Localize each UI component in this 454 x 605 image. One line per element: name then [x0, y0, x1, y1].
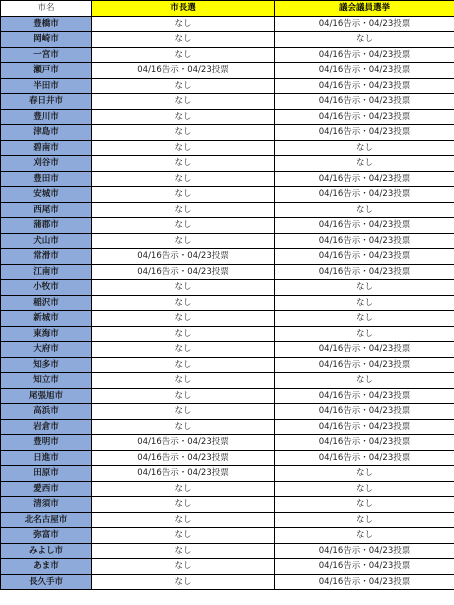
mayor-election-cell: 04/16告示・04/23投票 [92, 450, 275, 466]
council-election-cell: なし [275, 512, 454, 528]
mayor-election-cell: なし [92, 187, 275, 203]
city-name-cell: 愛西市 [1, 481, 92, 497]
mayor-election-cell: なし [92, 109, 275, 125]
header-mayor-election: 市長選 [92, 1, 275, 17]
table-row [1, 264, 454, 280]
city-name-cell: 安城市 [1, 187, 92, 203]
mayor-election-cell: なし [92, 559, 275, 575]
table-row [1, 481, 454, 497]
council-election-cell: 04/16告示・04/23投票 [275, 419, 454, 435]
table-row [1, 435, 454, 451]
table-row [1, 16, 454, 32]
city-name-cell: 江南市 [1, 264, 92, 280]
council-election-cell: なし [275, 466, 454, 482]
city-name-cell: 知多市 [1, 357, 92, 373]
council-election-cell: なし [275, 280, 454, 296]
table-row [1, 32, 454, 48]
city-name-cell: 東海市 [1, 326, 92, 342]
city-name-cell: 高浜市 [1, 404, 92, 420]
city-name-cell: 西尾市 [1, 202, 92, 218]
city-name-cell: 碧南市 [1, 140, 92, 156]
table-row [1, 543, 454, 559]
council-election-cell: なし [275, 497, 454, 513]
council-election-cell: なし [275, 32, 454, 48]
table-row [1, 512, 454, 528]
table-row [1, 326, 454, 342]
table-row [1, 528, 454, 544]
mayor-election-cell: 04/16告示・04/23投票 [92, 435, 275, 451]
council-election-cell: 04/16告示・04/23投票 [275, 109, 454, 125]
council-election-cell: 04/16告示・04/23投票 [275, 543, 454, 559]
council-election-cell: 04/16告示・04/23投票 [275, 357, 454, 373]
mayor-election-cell: 04/16告示・04/23投票 [92, 264, 275, 280]
council-election-cell: 04/16告示・04/23投票 [275, 233, 454, 249]
mayor-election-cell: なし [92, 94, 275, 110]
mayor-election-cell: なし [92, 512, 275, 528]
city-name-cell: 弥富市 [1, 528, 92, 544]
mayor-election-cell: なし [92, 311, 275, 327]
table-row [1, 357, 454, 373]
table-row [1, 156, 454, 172]
header-city: 市名 [1, 1, 92, 17]
council-election-cell: 04/16告示・04/23投票 [275, 388, 454, 404]
city-name-cell: 岩倉市 [1, 419, 92, 435]
table-row [1, 109, 454, 125]
council-election-cell: なし [275, 295, 454, 311]
council-election-cell: 04/16告示・04/23投票 [275, 171, 454, 187]
council-election-cell: 04/16告示・04/23投票 [275, 63, 454, 79]
table-row [1, 187, 454, 203]
table-row [1, 497, 454, 513]
council-election-cell: なし [275, 202, 454, 218]
mayor-election-cell: なし [92, 497, 275, 513]
table-row [1, 94, 454, 110]
mayor-election-cell: なし [92, 295, 275, 311]
table-row [1, 388, 454, 404]
table-row [1, 419, 454, 435]
mayor-election-cell: なし [92, 47, 275, 63]
city-name-cell: 犬山市 [1, 233, 92, 249]
city-name-cell: 常滑市 [1, 249, 92, 265]
mayor-election-cell: なし [92, 125, 275, 141]
header-row [1, 1, 454, 17]
council-election-cell: 04/16告示・04/23投票 [275, 47, 454, 63]
city-name-cell: 田原市 [1, 466, 92, 482]
council-election-cell: 04/16告示・04/23投票 [275, 94, 454, 110]
table-row [1, 559, 454, 575]
mayor-election-cell: なし [92, 404, 275, 420]
table-row [1, 233, 454, 249]
mayor-election-cell: なし [92, 481, 275, 497]
city-name-cell: 豊明市 [1, 435, 92, 451]
table-row [1, 249, 454, 265]
city-name-cell: 稲沢市 [1, 295, 92, 311]
council-election-cell: 04/16告示・04/23投票 [275, 218, 454, 234]
table-row [1, 218, 454, 234]
table-row [1, 373, 454, 389]
city-name-cell: 岡崎市 [1, 32, 92, 48]
city-name-cell: 豊川市 [1, 109, 92, 125]
council-election-cell: 04/16告示・04/23投票 [275, 16, 454, 32]
mayor-election-cell: なし [92, 528, 275, 544]
council-election-cell: 04/16告示・04/23投票 [275, 187, 454, 203]
table-body [1, 16, 454, 590]
mayor-election-cell: なし [92, 233, 275, 249]
city-name-cell: 刈谷市 [1, 156, 92, 172]
mayor-election-cell: なし [92, 156, 275, 172]
mayor-election-cell: なし [92, 280, 275, 296]
mayor-election-cell: なし [92, 140, 275, 156]
city-name-cell: 日進市 [1, 450, 92, 466]
council-election-cell: 04/16告示・04/23投票 [275, 342, 454, 358]
council-election-cell: なし [275, 373, 454, 389]
city-name-cell: 春日井市 [1, 94, 92, 110]
city-name-cell: 新城市 [1, 311, 92, 327]
header-council-election: 議会議員選挙 [275, 1, 454, 17]
city-name-cell: 蒲郡市 [1, 218, 92, 234]
mayor-election-cell: なし [92, 171, 275, 187]
city-name-cell: 津島市 [1, 125, 92, 141]
mayor-election-cell: なし [92, 373, 275, 389]
city-name-cell: 半田市 [1, 78, 92, 94]
council-election-cell: 04/16告示・04/23投票 [275, 559, 454, 575]
mayor-election-cell: なし [92, 326, 275, 342]
city-name-cell: みよし市 [1, 543, 92, 559]
city-name-cell: 豊橋市 [1, 16, 92, 32]
city-name-cell: 瀬戸市 [1, 63, 92, 79]
city-name-cell: あま市 [1, 559, 92, 575]
mayor-election-cell: なし [92, 574, 275, 590]
table-row [1, 171, 454, 187]
council-election-cell: 04/16告示・04/23投票 [275, 78, 454, 94]
table-row [1, 311, 454, 327]
mayor-election-cell: 04/16告示・04/23投票 [92, 63, 275, 79]
table-row [1, 202, 454, 218]
council-election-cell: なし [275, 140, 454, 156]
city-name-cell: 一宮市 [1, 47, 92, 63]
city-name-cell: 清須市 [1, 497, 92, 513]
council-election-cell: なし [275, 326, 454, 342]
city-name-cell: 北名古屋市 [1, 512, 92, 528]
table-row [1, 342, 454, 358]
council-election-cell: なし [275, 528, 454, 544]
city-name-cell: 長久手市 [1, 574, 92, 590]
council-election-cell: 04/16告示・04/23投票 [275, 404, 454, 420]
table-row [1, 280, 454, 296]
city-name-cell: 知立市 [1, 373, 92, 389]
mayor-election-cell: なし [92, 543, 275, 559]
council-election-cell: 04/16告示・04/23投票 [275, 249, 454, 265]
council-election-cell: 04/16告示・04/23投票 [275, 264, 454, 280]
mayor-election-cell: なし [92, 357, 275, 373]
council-election-cell: 04/16告示・04/23投票 [275, 435, 454, 451]
table-row [1, 47, 454, 63]
mayor-election-cell: なし [92, 32, 275, 48]
table-row [1, 295, 454, 311]
table-row [1, 63, 454, 79]
council-election-cell: なし [275, 481, 454, 497]
mayor-election-cell: なし [92, 342, 275, 358]
council-election-cell: なし [275, 311, 454, 327]
table-row [1, 404, 454, 420]
table-row [1, 78, 454, 94]
city-name-cell: 尾張旭市 [1, 388, 92, 404]
table-row [1, 450, 454, 466]
table-row [1, 140, 454, 156]
council-election-cell: なし [275, 156, 454, 172]
table-row [1, 574, 454, 590]
mayor-election-cell: なし [92, 78, 275, 94]
mayor-election-cell: 04/16告示・04/23投票 [92, 249, 275, 265]
mayor-election-cell: 04/16告示・04/23投票 [92, 466, 275, 482]
city-name-cell: 大府市 [1, 342, 92, 358]
council-election-cell: 04/16告示・04/23投票 [275, 450, 454, 466]
mayor-election-cell: なし [92, 388, 275, 404]
mayor-election-cell: なし [92, 202, 275, 218]
city-name-cell: 豊田市 [1, 171, 92, 187]
city-name-cell: 小牧市 [1, 280, 92, 296]
mayor-election-cell: なし [92, 419, 275, 435]
council-election-cell: 04/16告示・04/23投票 [275, 574, 454, 590]
table-row [1, 466, 454, 482]
table-row [1, 125, 454, 141]
mayor-election-cell: なし [92, 16, 275, 32]
council-election-cell: 04/16告示・04/23投票 [275, 125, 454, 141]
mayor-election-cell: なし [92, 218, 275, 234]
